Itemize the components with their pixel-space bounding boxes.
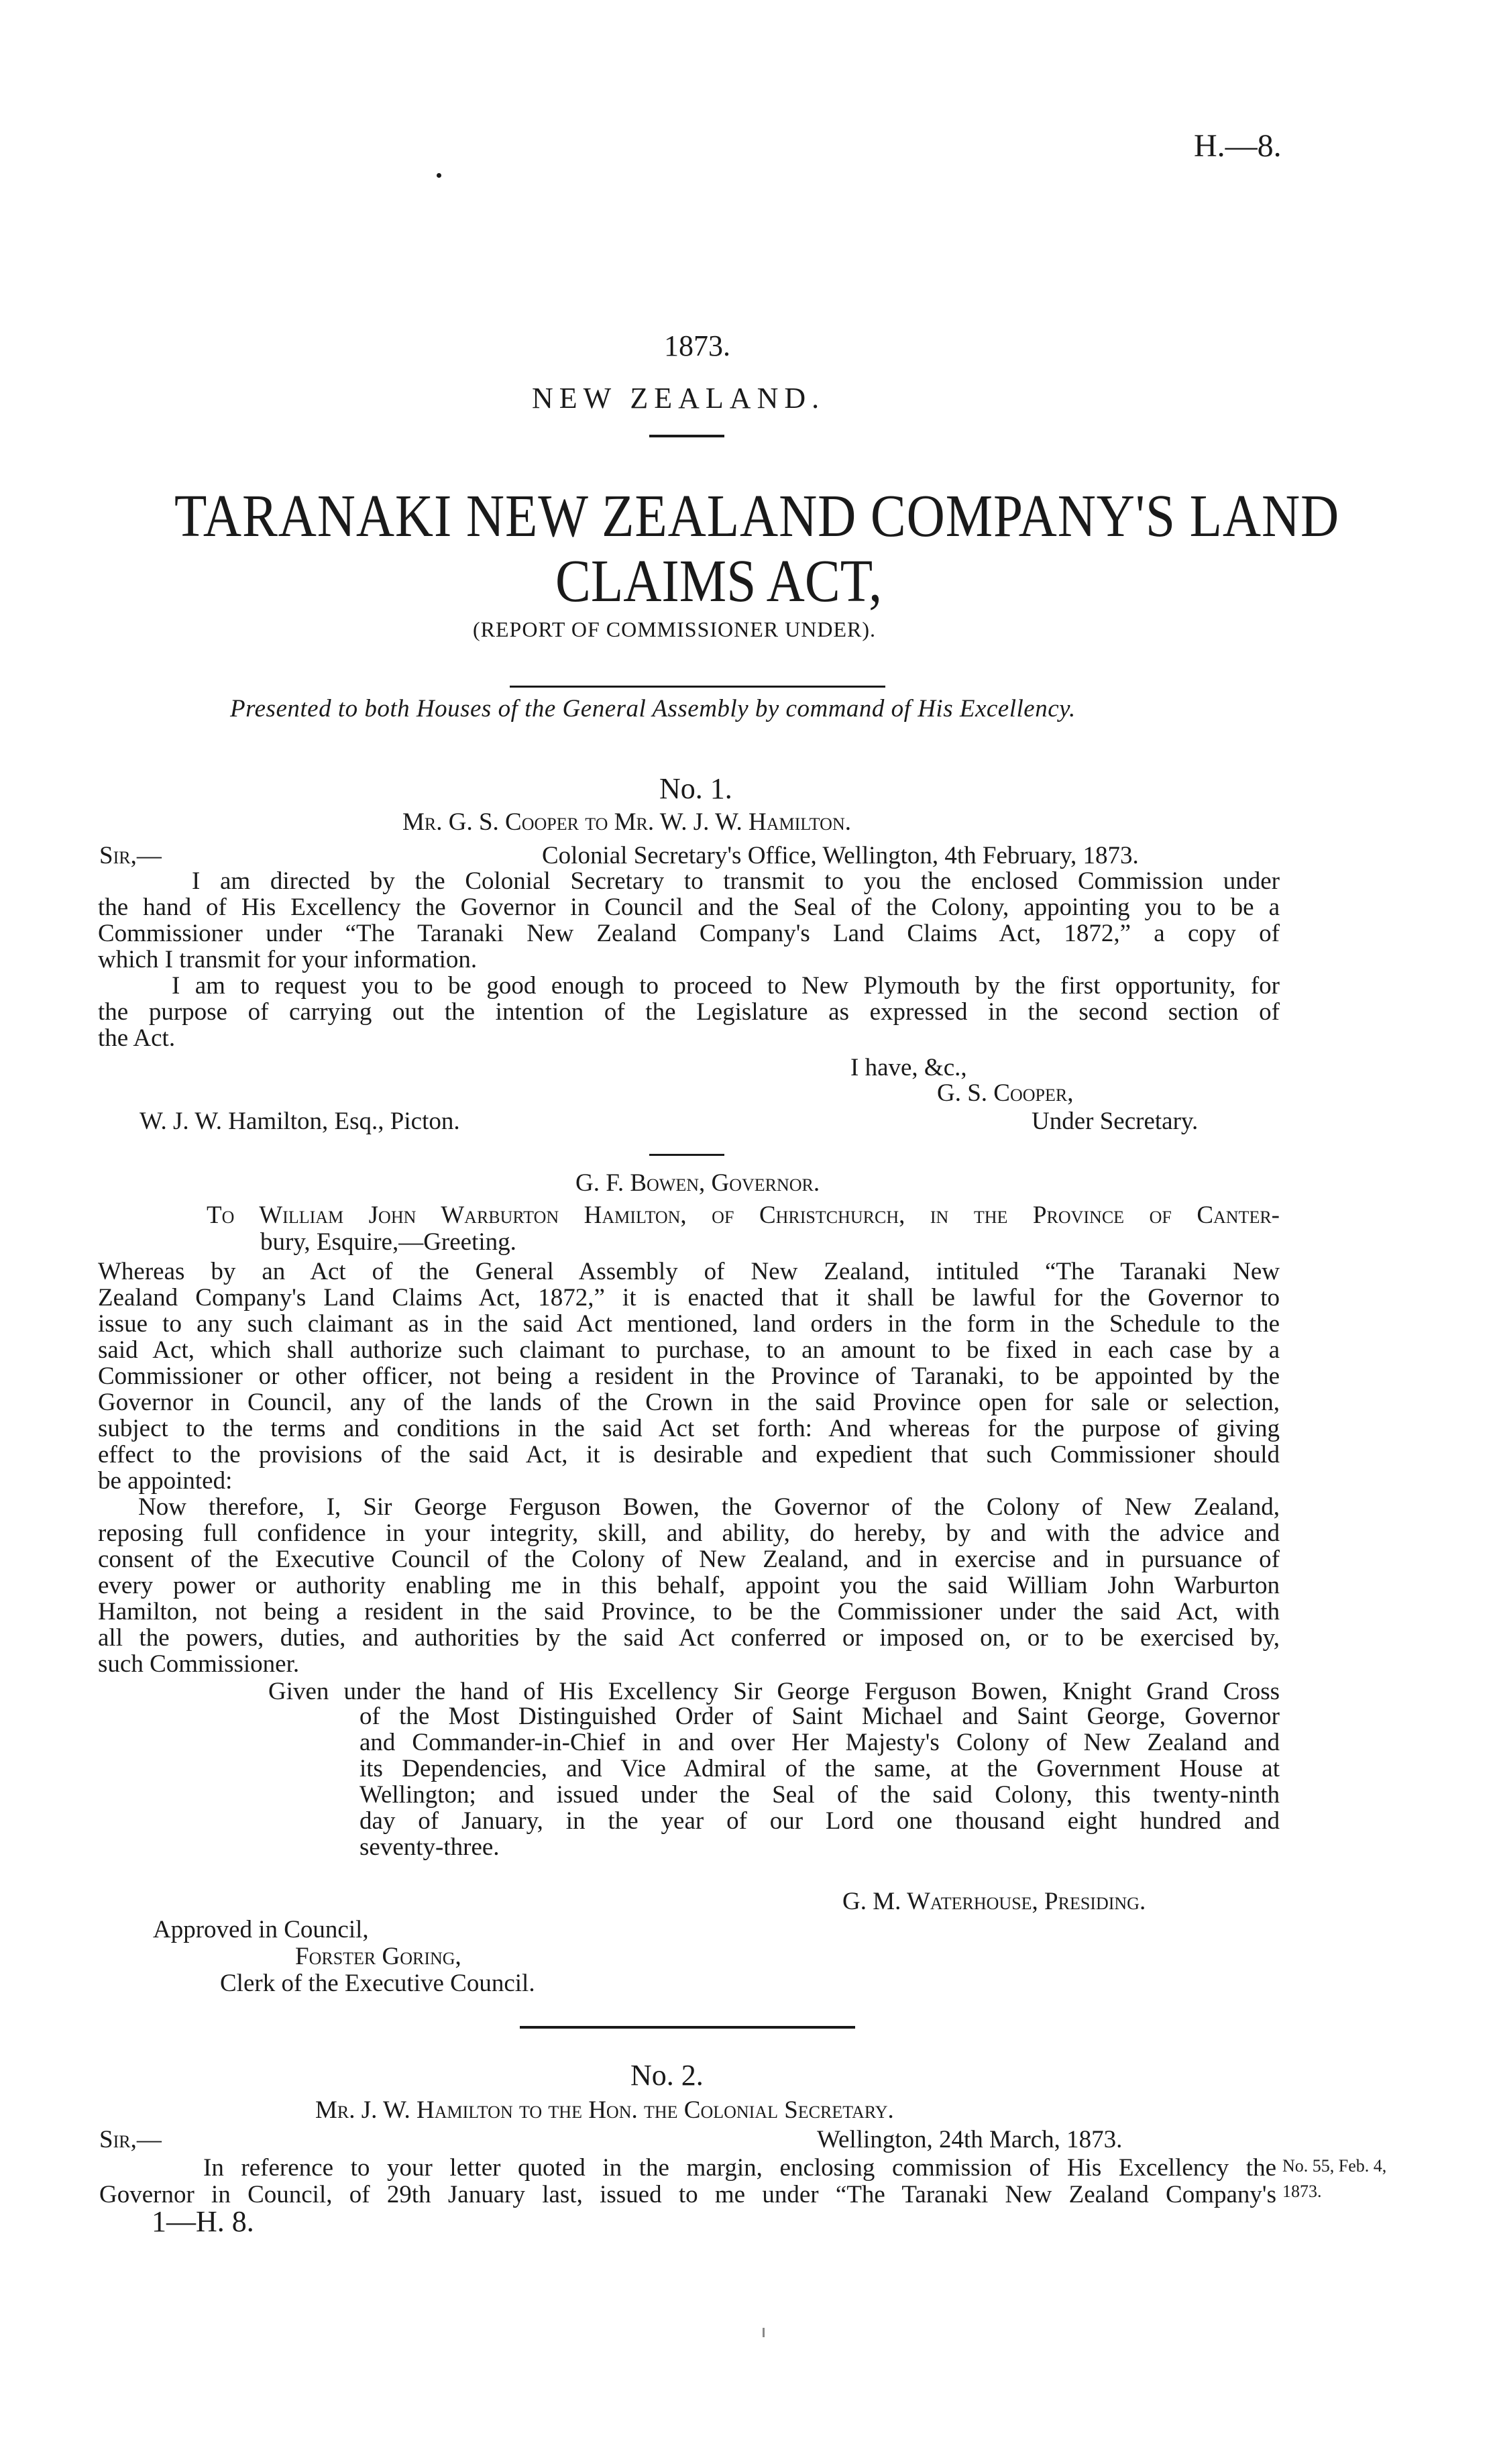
section-divider [649, 1154, 724, 1156]
letter-1-p1-line: the hand of His Excellency the Governor in Council and the Seal of the Colony, appointing you to be a [98, 894, 1280, 921]
letter-1-closing: I have, &c., [850, 1054, 967, 1081]
letter-1-salutation: Sir,— [99, 842, 162, 869]
country-heading: NEW ZEALAND. [532, 382, 826, 415]
letter-1-dateline: Colonial Secretary's Office, Wellington, 4th February, 1873. [542, 842, 1139, 869]
letter-divider [520, 2026, 855, 2029]
document-title-line1: TARANAKI NEW ZEALAND COMPANY'S LAND [174, 483, 1340, 549]
whereas-line: Commissioner or other officer, not being a resident in the Province of Taranaki, to be appointed by the [98, 1362, 1280, 1390]
given-under-block [359, 1703, 1280, 1860]
given-line: of the Most Distinguished Order of Saint Michael and Saint George, Governor [359, 1703, 1280, 1730]
given-line: day of January, in the year of our Lord one thousand eight hundred and [359, 1807, 1280, 1835]
presented-statement: Presented to both Houses of the General Assembly by command of His Excellency. [230, 695, 1076, 722]
given-under-first-line: Given under the hand of His Excellency Sir George Ferguson Bowen, Knight Grand Cross [268, 1678, 1280, 1705]
commission-governor: G. F. Bowen, Governor. [575, 1169, 820, 1197]
letter-number-1: No. 1. [659, 772, 732, 805]
header-divider [649, 435, 724, 437]
commission-whereas [98, 1258, 1280, 1494]
letter-2-line-1: In reference to your letter quoted in the margin, enclosing commission of His Excellency the [203, 2154, 1276, 2182]
letter-2-correspondents: Mr. J. W. Hamilton to the Hon. the Colonial Secretary. [315, 2096, 894, 2124]
whereas-line: Whereas by an Act of the General Assembly of New Zealand, intituled “The Taranaki New [98, 1258, 1280, 1285]
letter-1-paragraph-1 [98, 868, 1280, 973]
letter-1-signer-title: Under Secretary. [1032, 1108, 1199, 1135]
subtitle-divider [510, 686, 885, 688]
year: 1873. [664, 329, 730, 362]
letter-1-p2-line: the purpose of carrying out the intention of the Legislature as expressed in the second section of [98, 998, 1280, 1026]
letter-1-p1-line: I am directed by the Colonial Secretary to transmit to you the enclosed Commission under [192, 867, 1280, 895]
given-line: and Commander-in-Chief in and over Her Majesty's Colony of New Zealand and [359, 1729, 1280, 1756]
now-line: every power or authority enabling me in this behalf, appoint you the said William John Warburton [98, 1572, 1280, 1599]
letter-1-p1-line: Commissioner under “The Taranaki New Zealand Company's Land Claims Act, 1872,” a copy of [98, 920, 1280, 947]
document-subtitle: (REPORT OF COMMISSIONER UNDER). [473, 617, 876, 641]
commission-now-therefore [98, 1494, 1280, 1677]
commission-addressee-line2: bury, Esquire,—Greeting. [260, 1228, 516, 1256]
given-line: Wellington; and issued under the Seal of the said Colony, this twenty-ninth [359, 1781, 1280, 1809]
given-line: seventy-three. [359, 1833, 500, 1861]
document-title-line2: CLAIMS ACT, [555, 548, 882, 614]
stray-dot [437, 173, 441, 178]
clerk-title: Clerk of the Executive Council. [220, 1970, 535, 1997]
clerk-name: Forster Goring, [295, 1943, 461, 1970]
now-line: Hamilton, not being a resident in the said Province, to be the Commissioner under the said Act, with [98, 1598, 1280, 1625]
whereas-line: said Act, which shall authorize such claimant to purchase, to an amount to be fixed in each case by a [98, 1336, 1280, 1364]
margin-note-line-2: 1873. [1282, 2182, 1322, 2201]
whereas-line: be appointed: [98, 1467, 233, 1495]
margin-note-line-1: No. 55, Feb. 4, [1282, 2156, 1387, 2176]
whereas-line: Governor in Council, any of the lands of the Crown in the said Province open for sale or selection, [98, 1389, 1280, 1416]
stray-mark [763, 2328, 765, 2337]
now-line: such Commissioner. [98, 1650, 300, 1678]
whereas-line: effect to the provisions of the said Act, it is desirable and expedient that such Commissioner should [98, 1441, 1280, 1468]
letter-1-addressee: W. J. W. Hamilton, Esq., Picton. [140, 1108, 460, 1135]
document-reference: H.—8. [1194, 128, 1282, 164]
letter-2-line-2: Governor in Council, of 29th January last, issued to me under “The Taranaki New Zealand Company's [99, 2181, 1276, 2208]
letter-2-dateline: Wellington, 24th March, 1873. [817, 2126, 1123, 2153]
page-signature: 1—H. 8. [152, 2205, 254, 2238]
commission-addressee-line1: To William John Warburton Hamilton, of Christchurch, in the Province of Canter- [207, 1201, 1280, 1229]
whereas-line: subject to the terms and conditions in the said Act set forth: And whereas for the purpose of giving [98, 1415, 1280, 1442]
letter-2-salutation: Sir,— [99, 2126, 162, 2153]
approved-in-council: Approved in Council, [153, 1916, 369, 1943]
letter-1-paragraph-2 [98, 973, 1280, 1051]
now-line: Now therefore, I, Sir George Ferguson Bowen, the Governor of the Colony of New Zealand, [138, 1493, 1280, 1521]
letter-1-signer: G. S. Cooper, [937, 1079, 1074, 1107]
letter-number-2: No. 2. [630, 2059, 704, 2092]
whereas-line: issue to any such claimant as in the said Act mentioned, land orders in the form in the Schedule to the [98, 1310, 1280, 1338]
whereas-line: Zealand Company's Land Claims Act, 1872,” it is enacted that it shall be lawful for the Governor to [98, 1284, 1280, 1311]
presiding-signature: G. M. Waterhouse, Presiding. [842, 1888, 1146, 1915]
letter-1-p2-line: the Act. [98, 1024, 176, 1052]
letter-1-p2-line: I am to request you to be good enough to proceed to New Plymouth by the first opportunity, for [172, 972, 1280, 1000]
letter-1-p1-line: which I transmit for your information. [98, 946, 478, 973]
now-line: all the powers, duties, and authorities by the said Act conferred or imposed on, or to be exercised by, [98, 1624, 1280, 1652]
now-line: consent of the Executive Council of the Colony of New Zealand, and in exercise and in pursuance of [98, 1546, 1280, 1573]
letter-1-correspondents: Mr. G. S. Cooper to Mr. W. J. W. Hamilton. [402, 808, 851, 836]
given-line: its Dependencies, and Vice Admiral of the same, at the Government House at [359, 1755, 1280, 1782]
now-line: reposing full confidence in your integrity, skill, and ability, do hereby, by and with the advice and [98, 1519, 1280, 1547]
